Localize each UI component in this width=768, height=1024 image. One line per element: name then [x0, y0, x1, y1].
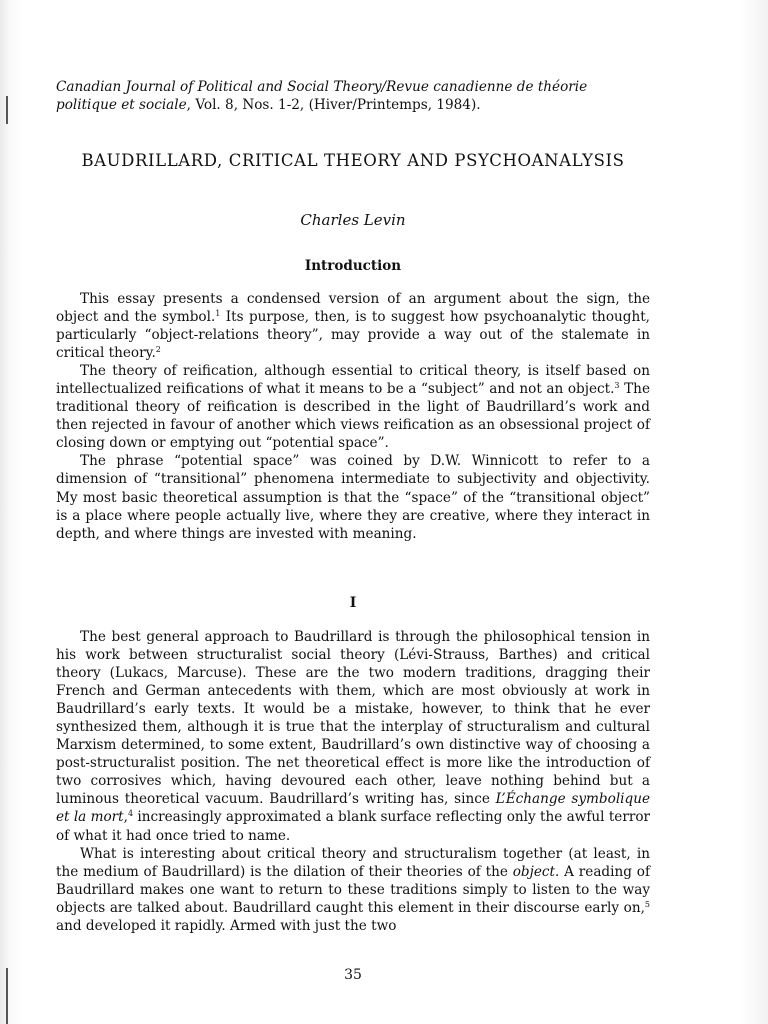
footnote-ref: 1	[215, 309, 221, 319]
emphasis: object	[512, 863, 555, 880]
introduction-body	[56, 290, 650, 543]
paragraph: This essay presents a condensed version of an argument about the sign, the object and the symbol.$^1$ Its purpose, then, is to suggest how psychoanalytic thought, particularly “object-relations theory”, may provide a way out of the stalemate in critical theory.$^2$	[56, 291, 650, 362]
journal-citation	[56, 78, 650, 114]
footnote-ref: 4	[127, 809, 134, 819]
volume-info: , Vol. 8, Nos. 1-2, (Hiver/Printemps, 1984).	[186, 97, 481, 113]
scan-edge-mark	[6, 968, 8, 1024]
paragraph: The theory of reification, although essential to critical theory, is itself based on intellectualized reifications of what it means to be a “subject” and not an object.$^3$ The traditional theory of reification is described in the light of Baudrillard’s work and then rejected in favour of another which views reification as an obsessional project of closing down or emptying out “potential space”.	[56, 363, 650, 452]
footnote-ref: 2	[155, 345, 161, 355]
paragraph: What is interesting about critical theory and structuralism together (at least, in the medium of Baudrillard) is the dilation of their theories of the object. A reading of Baudrillard makes one want to return to these traditions simply to listen to the way objects are talked about. Baudrillard caught this element in their discourse early on,$^5$ and developed it rapidly. Armed with just the two	[56, 845, 650, 934]
author-name: Charles Levin	[300, 211, 406, 229]
page-number: 35	[344, 967, 362, 983]
article-title: BAUDRILLARD, CRITICAL THEORY AND PSYCHOANALYSIS	[81, 151, 625, 170]
section-1-body	[56, 628, 650, 935]
footnote-ref: 5	[644, 899, 650, 909]
cited-work-title: L’Échange symbolique et la mort	[56, 791, 651, 826]
paragraph: The best general approach to Baudrillard is through the philosophical tension in his work between structuralist social theory (Lévi-Strauss, Barthes) and critical theory (Lukacs, Marcuse). These are the two modern traditions, dragging their French and German antecedents with them, which are most obviously at work in Baudrillard’s early texts. It would be a mistake, however, to think that he ever synthesized them, although it is true that the interplay of structuralism and cultural Marxism determined, to some extent, Baudrillard’s own distinctive way of choosing a post-structuralist position. The net theoretical effect is more like the introduction of two corrosives which, having devoured each other, leave nothing behind but a luminous theoretical vacuum. Baudrillard’s writing has, since L’Échange symbolique et la mort,$^4$ increasingly approximated a blank surface reflecting only the awful terror of what it had once tried to name.	[56, 629, 651, 844]
paragraph: The phrase “potential space” was coined by D.W. Winnicott to refer to a dimension of “transitional” phenomena intermediate to subjectivity and objectivity. My most basic theoretical assumption is that the “space” of the “transitional object” is a place where people actually live, where they are creative, where they interact in depth, and where things are invested with meaning.	[56, 453, 650, 542]
footnote-ref: 3	[614, 381, 620, 391]
scan-edge-mark	[6, 96, 8, 124]
section-heading-introduction: Introduction	[304, 258, 402, 274]
section-number: I	[349, 595, 357, 611]
journal-name: Canadian Journal of Political and Social Theory/Revue canadienne de théorie politique et sociale	[56, 79, 588, 113]
